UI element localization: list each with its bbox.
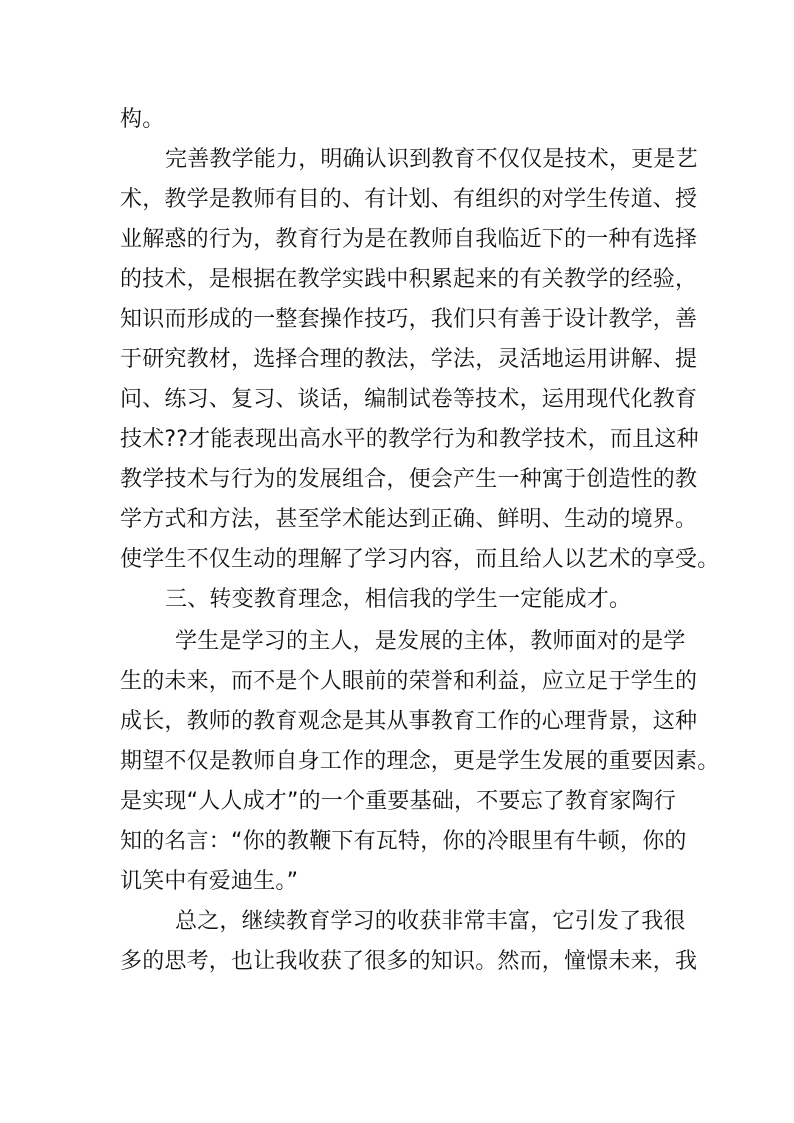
text-line: 于研究教材，选择合理的教法，学法，灵活地运用讲解、提 xyxy=(120,347,698,372)
text-line: 教学技术与行为的发展组合，便会产生一种寓于创造性的教 xyxy=(120,467,698,492)
text-line: 是实现“人人成才”的一个重要基础，不要忘了教育家陶行 xyxy=(120,789,676,814)
text-line: 使学生不仅生动的理解了学习内容，而且给人以艺术的享受。 xyxy=(120,547,720,572)
text-line: 完善教学能力，明确认识到教育不仅仅是技术，更是艺 xyxy=(165,147,698,172)
text-line: 讥笑中有爱迪生。” xyxy=(120,869,299,894)
text-line: 期望不仅是教师自身工作的理念，更是学生发展的重要因素。 xyxy=(120,749,720,774)
text-line: 的技术，是根据在教学实践中积累起来的有关教学的经验， xyxy=(120,267,698,292)
text-line: 问、练习、复习、谈话，编制试卷等技术，运用现代化教育 xyxy=(120,387,698,412)
text-line: 多的思考，也让我收获了很多的知识。然而，憧憬未来，我 xyxy=(120,949,698,974)
text-line: 术，教学是教师有目的、有计划、有组织的对学生传道、授 xyxy=(120,187,698,212)
text-line: 成长，教师的教育观念是其从事教育工作的心理背景，这种 xyxy=(120,709,698,734)
text-line: 业解惑的行为，教育行为是在教师自我临近下的一种有选择 xyxy=(120,227,698,252)
text-line: 知识而形成的一整套操作技巧，我们只有善于设计教学，善 xyxy=(120,307,698,332)
text-line: 构。 xyxy=(120,107,165,132)
text-line: 学生是学习的主人，是发展的主体，教师面对的是学 xyxy=(175,629,686,654)
text-line: 学方式和方法，甚至学术能达到正确、鲜明、生动的境界。 xyxy=(120,507,698,532)
text-line: 生的未来，而不是个人眼前的荣誉和利益，应立足于学生的 xyxy=(120,669,698,694)
text-line: 知的名言：“你的教鞭下有瓦特，你的冷眼里有牛顿，你的 xyxy=(120,829,687,854)
section-heading: 三、转变教育理念，相信我的学生一定能成才。 xyxy=(165,587,632,612)
text-line: 总之，继续教育学习的收获非常丰富，它引发了我很 xyxy=(175,909,686,934)
text-line: 技术??才能表现出高水平的教学行为和教学技术，而且这种 xyxy=(120,427,699,452)
